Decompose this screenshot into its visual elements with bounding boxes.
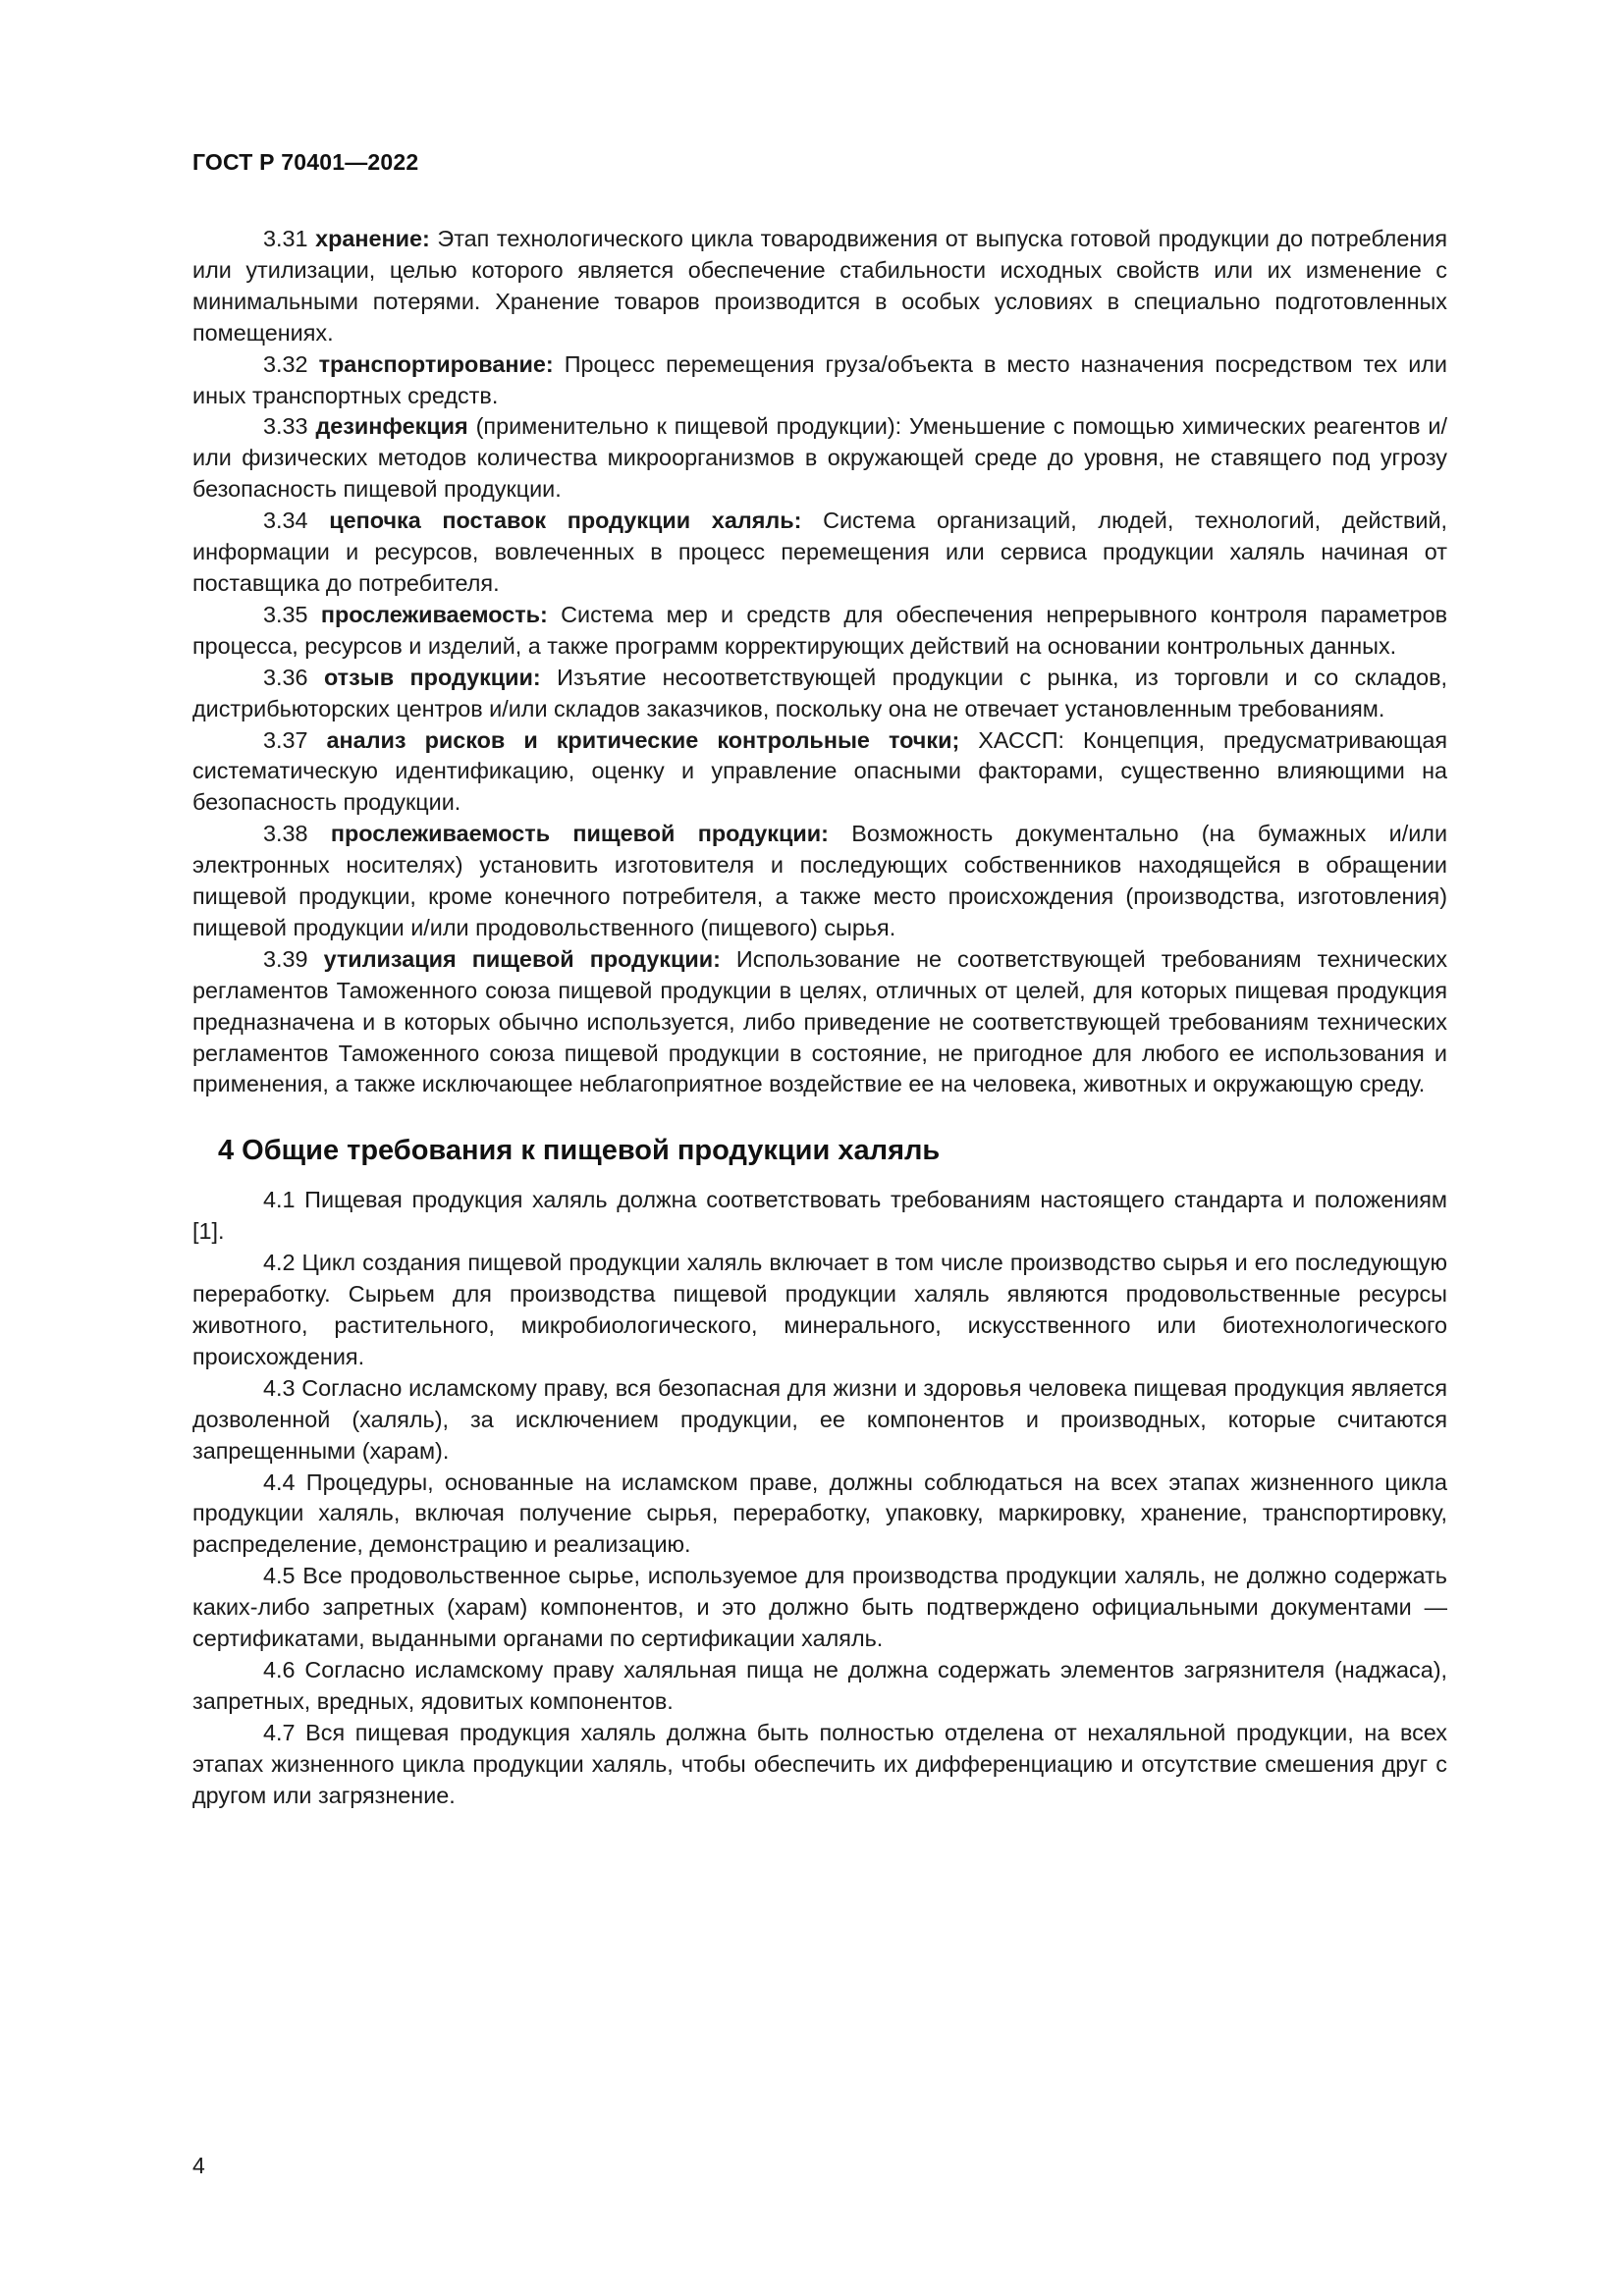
definition-number: 3.37 <box>263 726 308 753</box>
definition-text: Система мер и средств для обеспечения непрерывного контроля параметров процесса, ресурсов и изделий, а также программ корректирующих действий на основании контрольных данных. <box>192 601 1448 659</box>
definition-number: 3.33 <box>263 413 308 440</box>
section-4-heading: 4 Общие требования к пищевой продукции халяль <box>218 1135 941 1167</box>
definition-number: 3.38 <box>263 821 308 847</box>
definition-number: 3.31 <box>263 226 308 251</box>
paragraph-4-7: 4.7 Вся пищевая продукция халяль должна быть полностью отделена от нехаляльной продукции, на всех этапах жизненного цикла продукции халяль, чтобы обеспечить их дифференциацию и отсутствие смешения друг с другом или загрязнение. <box>192 1719 1447 1808</box>
definition-number: 3.39 <box>263 945 308 972</box>
definition-3-35 <box>192 600 1447 663</box>
definition-3-31 <box>192 224 1447 349</box>
definition-text: Система организаций, людей, технологий, действий, информации и ресурсов, вовлеченных в процесс перемещения или сервиса продукции халяль начиная от поставщика до потребителя. <box>192 507 1448 596</box>
definition-text: Этап технологического цикла товародвижения от выпуска готовой продукции до потребления или утилизации, целью которого является обеспечение стабильности исходных свойств или их изменение с минимальными потерями. Хранение товаров производится в особых условиях в специально подготовленных помещениях. <box>192 226 1447 346</box>
definition-term: анализ рисков и критические контрольные точки; <box>326 726 960 753</box>
definition-number: 3.32 <box>263 350 308 377</box>
definition-term: прослеживаемость пищевой продукции: <box>330 821 829 847</box>
paragraph-4-3: 4.3 Согласно исламскому праву, вся безопасная для жизни и здоровья человека пищевая продукция является дозволенной (халяль), за исключением продукции, ее компонентов и производных, которые считаются запрещенными (харам). <box>192 1374 1447 1464</box>
definition-3-34 <box>192 506 1447 600</box>
definition-text: Использование не соответствующей требованиям технических регламентов Таможенного союза пищевой продукции в целях, отличных от целей, для которых пищевая продукция предназначена и в которых обычно используется, либо приведение не соответствующей требованиям технических регламентов Таможенного союза пищевой продукции в состояние, не пригодное для любого ее использования и применения, а также исключающее неблагоприятное воздействие ее на человека, животных и окружающую среду. <box>192 945 1448 1097</box>
definition-term: цепочка поставок продукции халяль: <box>329 507 802 534</box>
paragraph-4-5: 4.5 Все продовольственное сырье, используемое для производства продукции халяль, не должно содержать каких-либо запретных (харам) компонентов, и это должно быть подтверждено официальными документами — сертификатами, выданными органами по сертификации халяль. <box>192 1563 1447 1652</box>
paragraph-4-1: 4.1 Пищевая продукция халяль должна соответствовать требованиям настоящего стандарта и положениям [1]. <box>192 1187 1447 1245</box>
paragraph-4-2: 4.2 Цикл создания пищевой продукции халяль включает в том числе производство сырья и его последующую переработку. Сырьем для производства пищевой продукции халяль являются продовольственные ресурсы животного, растительного, микробиологического, минерального, искусственного или биотехнологического происхождения. <box>192 1250 1447 1369</box>
document-body <box>192 224 1447 1812</box>
paragraph-4-6: 4.6 Согласно исламскому праву халяльная пища не должна содержать элементов загрязнителя (наджаса), запретных, вредных, ядовитых компонентов. <box>192 1656 1447 1714</box>
definition-3-38 <box>192 819 1447 944</box>
definition-3-37 <box>192 725 1447 820</box>
definition-text: (применительно к пищевой продукции): Уменьшение с помощью химических реагентов и/или физических методов количества микроорганизмов в окружающей среде до уровня, не ставящего под угрозу безопасность пищевой продукции. <box>192 413 1447 503</box>
page-number: 4 <box>192 2153 205 2178</box>
definition-3-36 <box>192 663 1447 725</box>
definition-term: дезинфекция <box>315 413 468 440</box>
definition-number: 3.34 <box>263 507 308 534</box>
definition-3-33 <box>192 411 1447 506</box>
definition-3-32 <box>192 349 1447 412</box>
definition-term: утилизация пищевой продукции: <box>323 945 721 972</box>
definition-term: хранение: <box>315 226 430 251</box>
definition-term: транспортирование: <box>318 350 554 377</box>
definition-term: прослеживаемость: <box>320 601 548 627</box>
definition-text: Процесс перемещения груза/объекта в место назначения посредством тех или иных транспортных средств. <box>192 350 1447 408</box>
definition-term: отзыв продукции: <box>323 664 541 690</box>
definition-number: 3.36 <box>263 664 308 690</box>
definition-text: Возможность документально (на бумажных и/или электронных носителях) установить изготовителя и последующих собственников находящейся в обращении пищевой продукции, кроме конечного потребителя, а также место происхождения (производства, изготовления) пищевой продукции и/или продовольственного (пищевого) сырья. <box>192 821 1448 940</box>
document-id-header: ГОСТ Р 70401—2022 <box>192 149 419 175</box>
definition-text: Изъятие несоответствующей продукции с рынка, из торговли и со складов, дистрибьюторских центров и/или складов заказчиков, поскольку она не отвечает установленным требованиям. <box>192 664 1448 721</box>
definition-text: ХАССП: Концепция, предусматривающая систематическую идентификацию, оценку и управление опасными факторами, существенно влияющими на безопасность продукции. <box>192 726 1448 816</box>
definition-number: 3.35 <box>263 601 308 627</box>
paragraph-4-4: 4.4 Процедуры, основанные на исламском праве, должны соблюдаться на всех этапах жизненного цикла продукции халяль, включая получение сырья, переработку, упаковку, маркировку, хранение, транспортировку, распределение, демонстрацию и реализацию. <box>192 1468 1447 1558</box>
definition-3-39 <box>192 944 1447 1101</box>
